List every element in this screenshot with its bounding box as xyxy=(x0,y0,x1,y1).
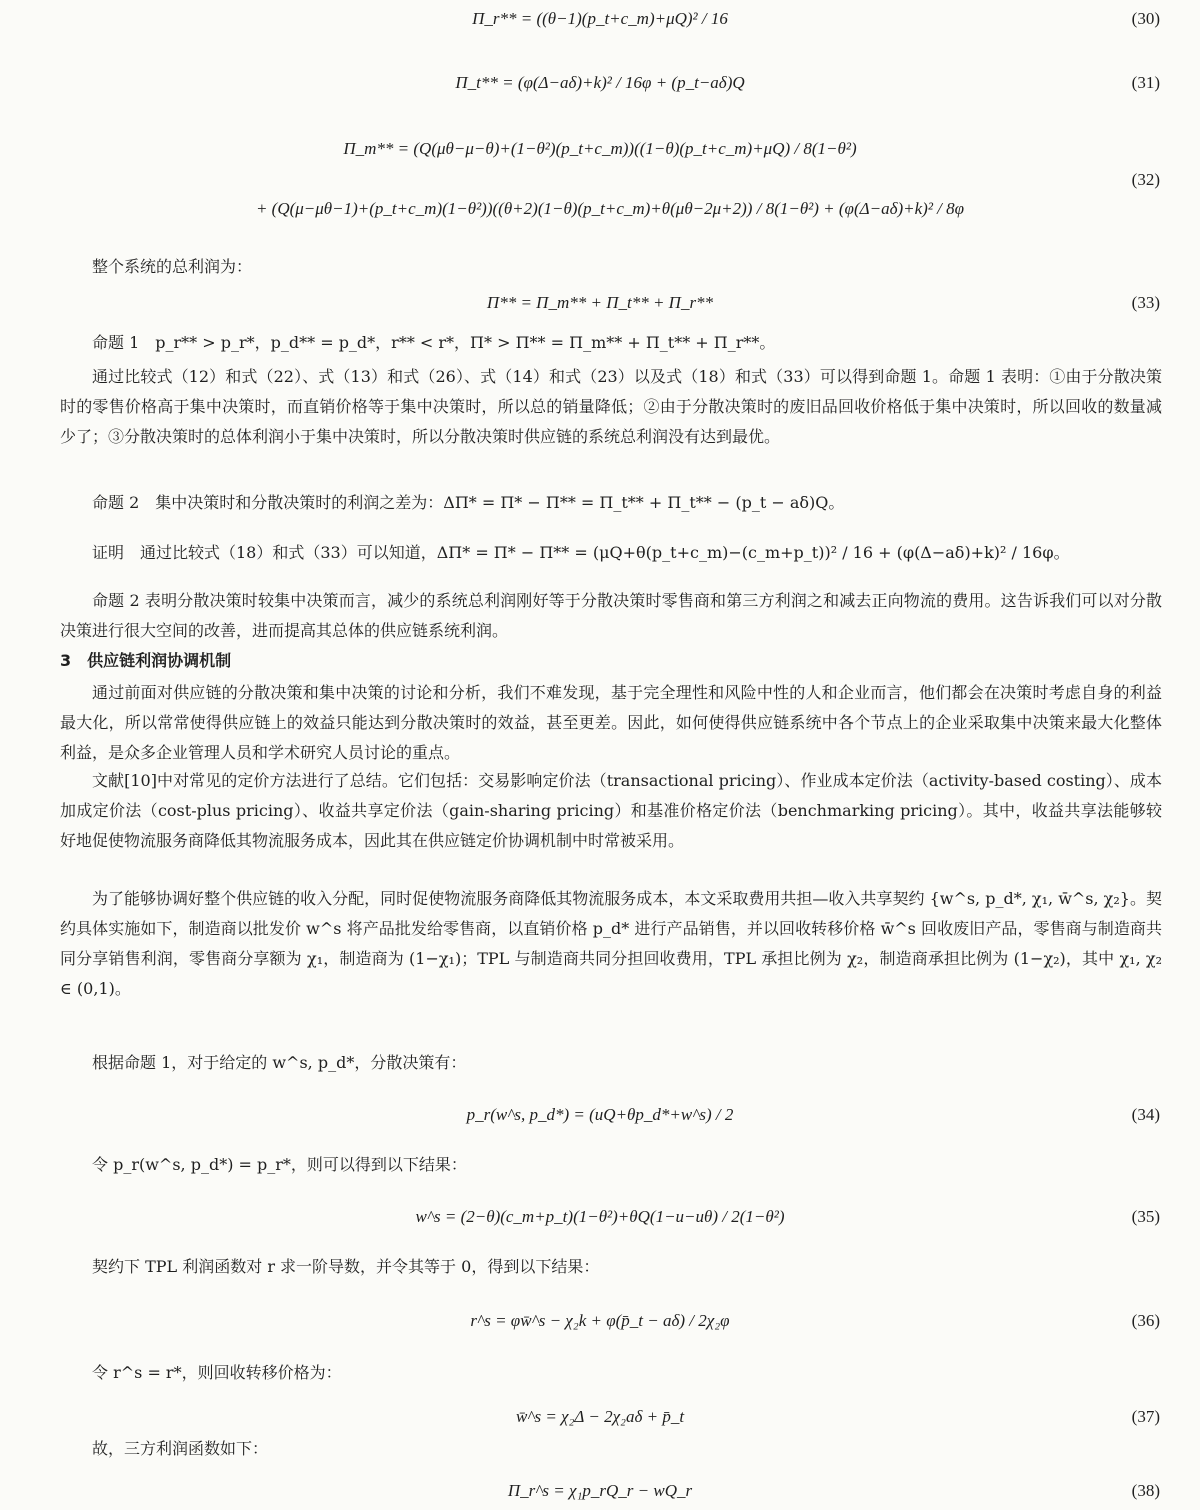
equation-number: (33) xyxy=(1131,293,1160,312)
paragraph: 令 p_r(w^s, p_d*) = p_r*，则可以得到以下结果： xyxy=(92,1155,467,1174)
paragraph: 根据命题 1，对于给定的 w^s, p_d*，分散决策有： xyxy=(92,1053,467,1072)
equation-number: (36) xyxy=(1131,1311,1160,1330)
paragraph: 为了能够协调好整个供应链的收入分配，同时促使物流服务商降低其物流服务成本，本文采取费用共担—收入共享契约 {w^s, p_d*, χ₁, w̄^s, χ₂}。契约具体实施如下，制造商以批发价 w^s 将产品批发给零售商，以直销价格 p_d* 进行产品销售，并以回收转移价格 w̄^s 回收废旧产品，零售商与制造商共同分享销售利润，零售商分享额为 χ₁，制造商为 (1−χ₁)；TPL 与制造商共同分担回收费用，TPL 承担比例为 χ₂，制造商承担比例为 (1−χ₂)，其中 χ₁, χ₂ ∈ (0,1)。 xyxy=(60,889,1162,998)
paragraph: 故，三方利润函数如下： xyxy=(92,1439,269,1458)
paragraph: 通过比较式（12）和式（22）、式（13）和式（26）、式（14）和式（23）以及式（18）和式（33）可以得到命题 1。命题 1 表明：①由于分散决策时的零售价格高于集中决策时，而直销价格等于集中决策时，所以总的销量降低；②由于分散决策时的废旧品回收价格低于集中决策时，所以回收的数量减少了；③分散决策时的总体利润小于集中决策时，所以分散决策时供应链的系统总利润没有达到最优。 xyxy=(60,367,1162,446)
paragraph: 文献[10]中对常见的定价方法进行了总结。它们包括：交易影响定价法（transactional pricing）、作业成本定价法（activity-based costing）、成本加成定价法（cost-plus pricing）、收益共享定价法（gain-sharing pricing）和基准价格定价法（benchmarking pricing）。其中，收益共享法能够较好地促使物流服务商降低其物流服务成本，因此其在供应链定价协调机制中时常被采用。 xyxy=(60,771,1162,850)
equation-38: Π_r^s = χ₁p_rQ_r − wQ_r (38) xyxy=(507,1481,1160,1500)
equation-number: (30) xyxy=(1131,9,1160,28)
equation-32-line2: + (Q(μ−μθ−1)+(p_t+c_m)(1−θ²))((θ+2)(1−θ)(p_t+c_m)+θ(μθ−2μ+2)) / 8(1−θ²) + (φ(Δ−aδ)+k)² / 8φ xyxy=(255,199,965,218)
equation-32-line1: Π_m** = (Q(μθ−μ−θ)+(1−θ²)(p_t+c_m))((1−θ)(p_t+c_m)+μQ) / 8(1−θ²) xyxy=(343,139,857,158)
equation-30: Π_r** = ((θ−1)(p_t+c_m)+μQ)² / 16 (30) xyxy=(472,9,1160,28)
equation-number: (37) xyxy=(1131,1407,1160,1426)
equation-37: w̄^s = χ₂Δ − 2χ₂aδ + p̄_t (37) xyxy=(515,1407,1160,1426)
paragraph: 契约下 TPL 利润函数对 r 求一阶导数，并令其等于 0，得到以下结果： xyxy=(92,1257,600,1276)
equation-number: (34) xyxy=(1131,1105,1160,1124)
equation-36: r^s = φw̄^s − χ₂k + φ(p̄_t − aδ) / 2χ₂φ (36) xyxy=(470,1311,1160,1330)
equation-number: (35) xyxy=(1131,1207,1160,1226)
section-heading: 3 供应链利润协调机制 xyxy=(60,651,232,670)
equation-number: (38) xyxy=(1131,1481,1160,1500)
equation-31: Π_t** = (φ(Δ−aδ)+k)² / 16φ + (p_t−aδ)Q (31) xyxy=(455,73,1160,92)
proposition-2: 命题 2 集中决策时和分散决策时的利润之差为：ΔΠ* = Π* − Π** = Π_t** + Π_t** − (p_t − aδ)Q。 xyxy=(92,493,845,512)
equation-35: w^s = (2−θ)(c_m+p_t)(1−θ²)+θQ(1−u−uθ) / 2(1−θ²) (35) xyxy=(415,1207,1160,1226)
paragraph: 整个系统的总利润为： xyxy=(92,257,253,276)
equation-number: (31) xyxy=(1131,73,1160,92)
paragraph: 令 r^s = r*，则回收转移价格为： xyxy=(92,1363,342,1382)
proof: 证明 通过比较式（18）和式（33）可以知道，ΔΠ* = Π* − Π** = (μQ+θ(p_t+c_m)−(c_m+p_t))² / 16 + (φ(Δ−aδ)+k)² / 16φ。 xyxy=(92,543,1070,562)
equation-34: p_r(w^s, p_d*) = (uQ+θp_d*+w^s) / 2 (34) xyxy=(466,1105,1160,1124)
paragraph: 命题 2 表明分散决策时较集中决策而言，减少的系统总利润刚好等于分散决策时零售商和第三方利润之和减去正向物流的费用。这告诉我们可以对分散决策进行很大空间的改善，进而提高其总体的供应链系统利润。 xyxy=(60,591,1162,640)
equation-33: Π** = Π_m** + Π_t** + Π_r** (33) xyxy=(486,293,1160,312)
paragraph: 通过前面对供应链的分散决策和集中决策的讨论和分析，我们不难发现，基于完全理性和风险中性的人和企业而言，他们都会在决策时考虑自身的利益最大化，所以常常使得供应链上的效益只能达到分散决策时的效益，甚至更差。因此，如何使得供应链系统中各个节点上的企业采取集中决策来最大化整体利益，是众多企业管理人员和学术研究人员讨论的重点。 xyxy=(60,683,1162,762)
equation-number: (32) xyxy=(1131,170,1160,189)
proposition-1: 命题 1 p_r** > p_r*，p_d** = p_d*，r** < r*，Π* > Π** = Π_m** + Π_t** + Π_r**。 xyxy=(92,333,776,352)
